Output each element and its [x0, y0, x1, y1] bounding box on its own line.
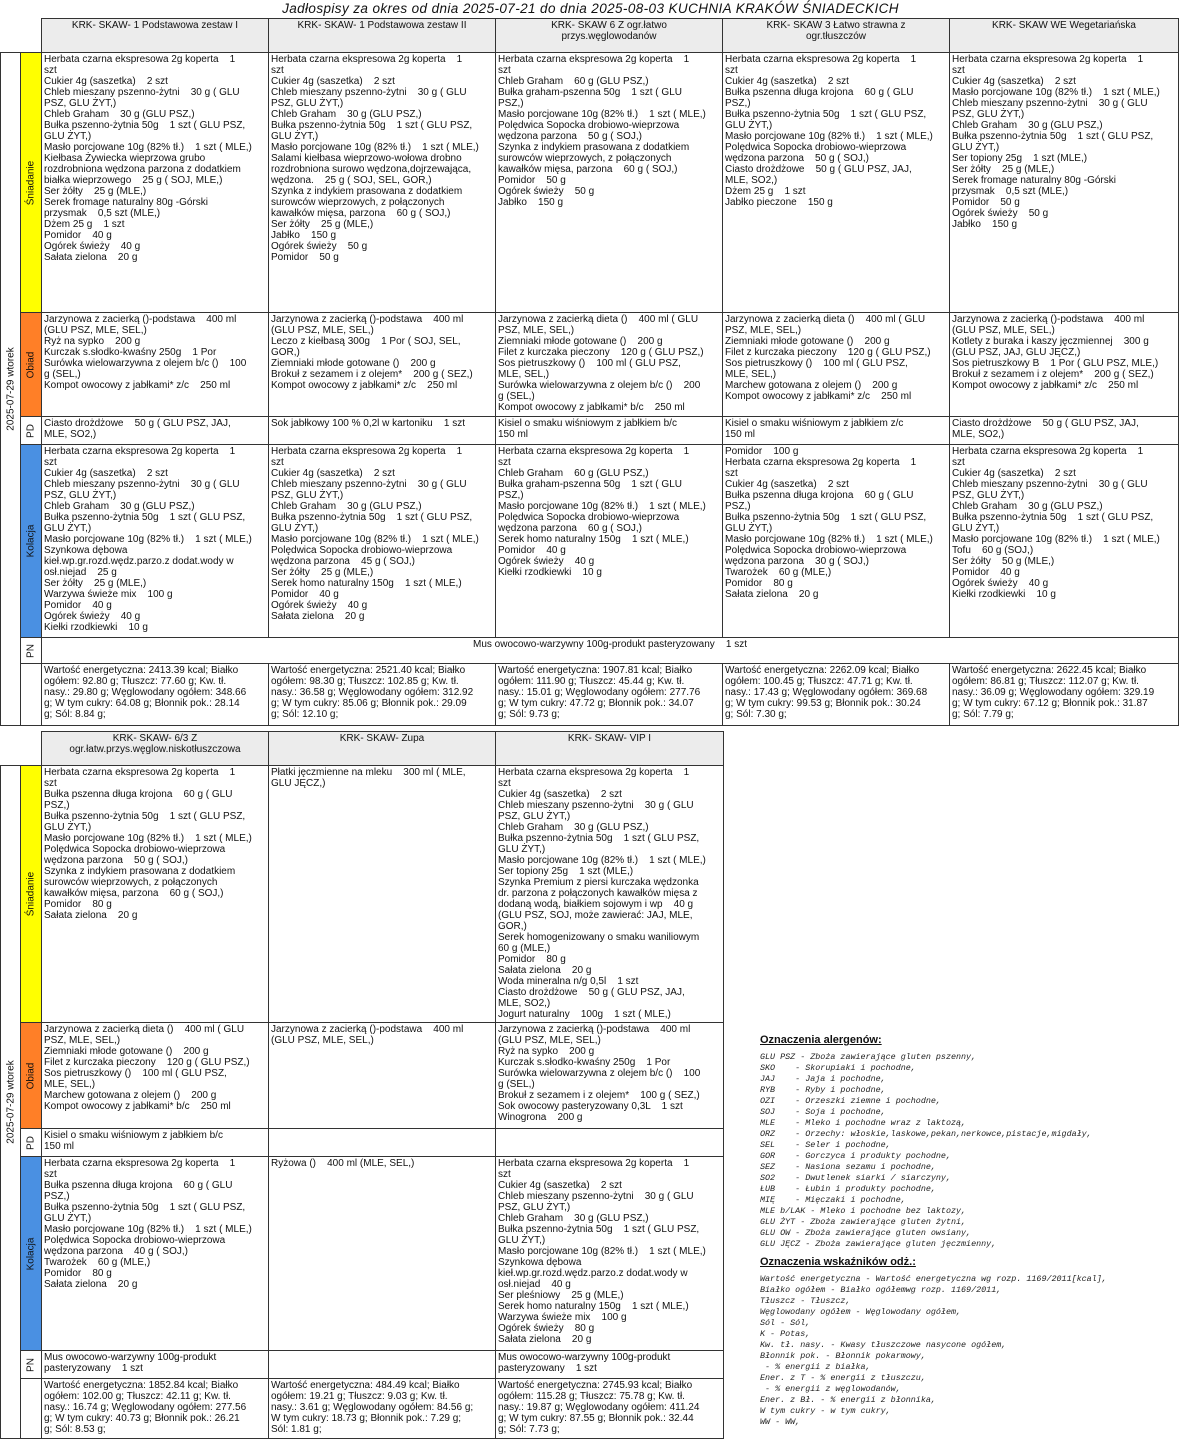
- page-title: Jadłospisy za okres od dnia 2025-07-21 do dnia 2025-08-03 KUCHNIA KRAKÓW ŚNIADECKICH: [282, 1, 899, 16]
- menu-cell: Herbata czarna ekspresowa 2g koperta 1 szt Cukier 4g (saszetka) 2 szt Chleb mieszany pszenno-żytni 30 g ( GLU PSZ, GLU ŻYT,) Chleb Graham 30 g (GLU PSZ,) Bułka pszenno-żytnia 50g 1 szt ( GLU PSZ, GLU ŻYT,) Masło porcjowane 10g (82% tł.) 1 szt ( MLE,) Salami kiełbasa wieprzowo-wołowa drobno rozdrobniona surowo wędzona,dojrzewająca, wędzona. 25 g ( SOJ, SEL, GOR,) Szynka z indykiem prasowana z dodatkiem surowców wieprzowych, z połączonych kawałków mięsa, parzona 60 g ( SOJ,) Ser żółty 25 g (MLE,) Jabłko 150 g Ogórek świeży 50 g Pomidor 50 g: [269, 53, 496, 313]
- diet-header: KRK- SKAW- 1 Podstawowa zestaw II: [269, 19, 496, 53]
- meal-label-sniadanie: Śniadanie: [21, 766, 42, 1023]
- menu-cell: [269, 1129, 496, 1157]
- nutrition-summary: Wartość energetyczna: 2745.93 kcal; Białko ogółem: 115.28 g; Tłuszcz: 75.78 g; Kw. tł. nasy.: 19.87 g; Węglowodany ogółem: 411.24 g; W tym cukry: 87.55 g; Błonnik pok.: 32.44 g; Sól: 7.73 g;: [496, 1379, 724, 1439]
- meal-label-pd: PD: [21, 417, 42, 445]
- diet-header: KRK- SKAW- 1 Podstawowa zestaw I: [42, 19, 269, 53]
- menu-cell-pn: Mus owocowo-warzywny 100g-produkt pasteryzowany 1 szt: [42, 638, 1179, 664]
- menu-cell: Herbata czarna ekspresowa 2g koperta 1 szt Cukier 4g (saszetka) 2 szt Chleb mieszany pszenno-żytni 30 g ( GLU PSZ, GLU ŻYT,) Chleb Graham 30 g (GLU PSZ,) Bułka pszenno-żytnia 50g 1 szt ( GLU PSZ, GLU ŻYT,) Masło porcjowane 10g (82% tł.) 1 szt ( MLE,) Kiełbasa Żywiecka wieprzowa grubo rozdrobniona wędzona parzona z dodatkiem białka wieprzowego 25 g ( SOJ, MLE,) Ser żółty 25 g (MLE,) Serek fromage naturalny 80g -Górski przysmak 0,5 szt (MLE,) Dżem 25 g 1 szt Pomidor 40 g Ogórek świeży 40 g Sałata zielona 20 g: [42, 53, 269, 313]
- diet-header: KRK- SKAW 6 Z ogr.łatwo przys.węglowodanów: [496, 19, 723, 53]
- menu-cell: Herbata czarna ekspresowa 2g koperta 1 szt Chleb Graham 60 g (GLU PSZ,) Bułka graham-pszenna 50g 1 szt ( GLU PSZ,) Masło porcjowane 10g (82% tł.) 1 szt ( MLE,) Polędwica Sopocka drobiowo-wieprzowa wędzona parzona 50 g ( SOJ,) Szynka z indykiem prasowana z dodatkiem surowców wieprzowych, z połączonych kawałków mięsa, parzona 60 g ( SOJ,) Pomidor 50 g Ogórek świeży 50 g Jabłko 150 g: [496, 53, 723, 313]
- menu-cell: Kisiel o smaku wiśniowym z jabłkiem b/c 150 ml: [42, 1129, 269, 1157]
- legend: [760, 1034, 1180, 1428]
- menu-table-2: [0, 731, 724, 1439]
- menu-cell: Kisiel o smaku wiśniowym z jabłkiem b/c 150 ml: [496, 417, 723, 445]
- menu-cell: [269, 1351, 496, 1379]
- menu-cell: Herbata czarna ekspresowa 2g koperta 1 szt Chleb Graham 60 g (GLU PSZ,) Bułka graham-pszenna 50g 1 szt ( GLU PSZ,) Masło porcjowane 10g (82% tł.) 1 szt ( MLE,) Polędwica Sopocka drobiowo-wieprzowa wędzona parzona 60 g ( SOJ,) Serek homo naturalny 150g 1 szt ( MLE,) Pomidor 40 g Ogórek świeży 40 g Kiełki rzodkiewki 10 g: [496, 445, 723, 638]
- menu-cell: Herbata czarna ekspresowa 2g koperta 1 szt Cukier 4g (saszetka) 2 szt Chleb mieszany pszenno-żytni 30 g ( GLU PSZ, GLU ŻYT,) Chleb Graham 30 g (GLU PSZ,) Bułka pszenno-żytnia 50g 1 szt ( GLU PSZ, GLU ŻYT,) Masło porcjowane 10g (82% tł.) 1 szt ( MLE,) Szynkowa dębowa kieł.wp.gr.rozd.wędz.parzo.z dodat.wody w osł.niejad 40 g Ser pleśniowy 25 g (MLE,) Serek homo naturalny 150g 1 szt ( MLE,) Warzywa świeże mix 100 g Ogórek świeży 80 g Sałata zielona 20 g: [496, 1157, 724, 1351]
- nutrition-summary: Wartość energetyczna: 1907.81 kcal; Białko ogółem: 111.90 g; Tłuszcz: 45.44 g; Kw. tł. nasy.: 15.01 g; Węglowodany ogółem: 277.76 g; W tym cukry: 47.72 g; Błonnik pok.: 34.07 g; Sól: 9.73 g;: [496, 664, 723, 726]
- menu-cell: Jarzynowa z zacierką ()-podstawa 400 ml (GLU PSZ, MLE, SEL,) Ryż na sypko 200 g Kurczak s.słodko-kwaśny 250g 1 Por Surówka wielowarzywna z olejem b/c () 100 g (SEL,) Kompot owocowy z jabłkami* z/c 250 ml: [42, 313, 269, 417]
- meal-label-pn: PN: [21, 638, 42, 664]
- menu-cell: Jarzynowa z zacierką ()-podstawa 400 ml (GLU PSZ, MLE, SEL,): [269, 1023, 496, 1129]
- meal-label-kolacja: Kolacja: [21, 445, 42, 638]
- menu-cell: Herbata czarna ekspresowa 2g koperta 1 szt Bułka pszenna długa krojona 60 g ( GLU PSZ,) Bułka pszenno-żytnia 50g 1 szt ( GLU PSZ, GLU ŻYT,) Masło porcjowane 10g (82% tł.) 1 szt ( MLE,) Polędwica Sopocka drobiowo-wieprzowa wędzona parzona 40 g ( SOJ,) Twarożek 60 g (MLE,) Pomidor 80 g Sałata zielona 20 g: [42, 1157, 269, 1351]
- menu-cell: Mus owocowo-warzywny 100g-produkt pasteryzowany 1 szt: [496, 1351, 724, 1379]
- menu-cell: Jarzynowa z zacierką ()-podstawa 400 ml (GLU PSZ, MLE, SEL,) Ryż na sypko 200 g Kurczak s.słodko-kwaśny 250g 1 Por Surówka wielowarzywna z olejem b/c () 100 g (SEL,) Brokuł z sezamem i z olejem* 100 g ( SEZ,) Sok owocowy pasteryzowany 0,3L 1 szt Winogrona 200 g: [496, 1023, 724, 1129]
- menu-cell: Herbata czarna ekspresowa 2g koperta 1 szt Bułka pszenna długa krojona 60 g ( GLU PSZ,) Bułka pszenno-żytnia 50g 1 szt ( GLU PSZ, GLU ŻYT,) Masło porcjowane 10g (82% tł.) 1 szt ( MLE,) Polędwica Sopocka drobiowo-wieprzowa wędzona parzona 50 g ( SOJ,) Szynka z indykiem prasowana z dodatkiem surowców wieprzowych, z połączonych kawałków mięsa, parzona 60 g ( SOJ,) Pomidor 80 g Sałata zielona 20 g: [42, 766, 269, 1023]
- meal-label-kolacja: Kolacja: [21, 1157, 42, 1351]
- menu-cell: Herbata czarna ekspresowa 2g koperta 1 szt Cukier 4g (saszetka) 2 szt Bułka pszenna długa krojona 60 g ( GLU PSZ,) Bułka pszenno-żytnia 50g 1 szt ( GLU PSZ, GLU ŻYT,) Masło porcjowane 10g (82% tł.) 1 szt ( MLE,) Polędwica Sopocka drobiowo-wieprzowa wędzona parzona 50 g ( SOJ,) Ciasto drożdżowe 50 g ( GLU PSZ, JAJ, MLE, SO2,) Dżem 25 g 1 szt Jabłko pieczone 150 g: [723, 53, 950, 313]
- menu-cell: Jarzynowa z zacierką ()-podstawa 400 ml (GLU PSZ, MLE, SEL,) Kotlety z buraka i kaszy jęczmiennej 300 g (GLU PSZ, JAJ, GLU JĘCZ,) Sos pietruszkowy B 1 Por ( GLU PSZ, MLE,) Brokuł z sezamem i z olejem* 200 g ( SEZ,) Kompot owocowy z jabłkami* z/c 250 ml: [950, 313, 1179, 417]
- menu-cell: Jarzynowa z zacierką ()-podstawa 400 ml (GLU PSZ, MLE, SEL,) Leczo z kiełbasą 300g 1 Por ( SOJ, SEL, GOR,) Ziemniaki młode gotowane () 200 g Brokuł z sezamem i z olejem* 200 g ( SEZ,) Kompot owocowy z jabłkami* z/c 250 ml: [269, 313, 496, 417]
- menu-cell: Jarzynowa z zacierką dieta () 400 ml ( GLU PSZ, MLE, SEL,) Ziemniaki młode gotowane () 200 g Filet z kurczaka pieczony 120 g ( GLU PSZ,) Sos pietruszkowy () 100 ml ( GLU PSZ, MLE, SEL,) Surówka wielowarzywna z olejem b/c () 200 g (SEL,) Kompot owocowy z jabłkami* b/c 250 ml: [496, 313, 723, 417]
- meal-label-obiad: Obiad: [21, 1023, 42, 1129]
- meal-label-pd: PD: [21, 1129, 42, 1157]
- menu-cell: Mus owocowo-warzywny 100g-produkt pasteryzowany 1 szt: [42, 1351, 269, 1379]
- menu-cell: Sok jabłkowy 100 % 0,2l w kartoniku 1 szt: [269, 417, 496, 445]
- menu-table-1: [0, 18, 1179, 726]
- diet-header: KRK- SKAW- 6/3 Z ogr.łatw.przys.węglow.niskotłuszczowa: [42, 732, 269, 766]
- allergens-legend-title: Oznaczenia alergenów:: [760, 1034, 882, 1046]
- menu-cell: Herbata czarna ekspresowa 2g koperta 1 szt Cukier 4g (saszetka) 2 szt Chleb mieszany pszenno-żytni 30 g ( GLU PSZ, GLU ŻYT,) Chleb Graham 30 g (GLU PSZ,) Bułka pszenno-żytnia 50g 1 szt ( GLU PSZ, GLU ŻYT,) Masło porcjowane 10g (82% tł.) 1 szt ( MLE,) Tofu 60 g (SOJ,) Ser żółty 50 g (MLE,) Pomidor 40 g Ogórek świeży 40 g Kiełki rzodkiewki 10 g: [950, 445, 1179, 638]
- nutrition-summary: Wartość energetyczna: 2413.39 kcal; Białko ogółem: 92.80 g; Tłuszcz: 77.60 g; Kw. tł. nasy.: 29.80 g; Węglowodany ogółem: 348.66 g; W tym cukry: 64.08 g; Błonnik pok.: 28.14 g; Sól: 8.84 g;: [42, 664, 269, 726]
- menu-cell: Jarzynowa z zacierką dieta () 400 ml ( GLU PSZ, MLE, SEL,) Ziemniaki młode gotowane () 200 g Filet z kurczaka pieczony 120 g ( GLU PSZ,) Sos pietruszkowy () 100 ml ( GLU PSZ, MLE, SEL,) Marchew gotowana z olejem () 200 g Kompot owocowy z jabłkami* z/c 250 ml: [723, 313, 950, 417]
- diet-header: KRK- SKAW WE Wegetariańska: [950, 19, 1179, 53]
- menu-cell: [496, 1129, 724, 1157]
- menu-cell: Herbata czarna ekspresowa 2g koperta 1 szt Cukier 4g (saszetka) 2 szt Masło porcjowane 10g (82% tł.) 1 szt ( MLE,) Chleb mieszany pszenno-żytni 30 g ( GLU PSZ, GLU ŻYT,) Chleb Graham 30 g (GLU PSZ,) Bułka pszenno-żytnia 50g 1 szt ( GLU PSZ, GLU ŻYT,) Ser topiony 25g 1 szt (MLE,) Ser żółty 25 g (MLE,) Serek fromage naturalny 80g -Górski przysmak 0,5 szt (MLE,) Pomidor 50 g Ogórek świeży 50 g Jabłko 150 g: [950, 53, 1179, 313]
- menu-cell: Herbata czarna ekspresowa 2g koperta 1 szt Cukier 4g (saszetka) 2 szt Chleb mieszany pszenno-żytni 30 g ( GLU PSZ, GLU ŻYT,) Chleb Graham 30 g (GLU PSZ,) Bułka pszenno-żytnia 50g 1 szt ( GLU PSZ, GLU ŻYT,) Masło porcjowane 10g (82% tł.) 1 szt ( MLE,) Szynkowa dębowa kieł.wp.gr.rozd.wędz.parzo.z dodat.wody w osł.niejad 25 g Ser żółty 25 g (MLE,) Warzywa świeże mix 100 g Pomidor 40 g Ogórek świeży 40 g Kiełki rzodkiewki 10 g: [42, 445, 269, 638]
- diet-header: KRK- SKAW- Zupa: [269, 732, 496, 766]
- meal-label-sniadanie: Śniadanie: [21, 53, 42, 313]
- nutrition-summary: Wartość energetyczna: 2622.45 kcal; Białko ogółem: 86.81 g; Tłuszcz: 112.07 g; Kw. tł. nasy.: 36.09 g; Węglowodany ogółem: 329.19 g; W tym cukry: 67.12 g; Błonnik pok.: 31.87 g; Sól: 7.79 g;: [950, 664, 1179, 726]
- menu-cell: Ciasto drożdżowe 50 g ( GLU PSZ, JAJ, MLE, SO2,): [950, 417, 1179, 445]
- indicators-legend: Wartość energetyczna - Wartość energetyczna wg rozp. 1169/2011[kcal], Białko ogółem - Białko ogółemwg rozp. 1169/2011, Tłuszcz - Tłuszcz, Węglowodany ogółem - Węglowodany ogółem, Sól - Sól, K - Potas, Kw. tł. nasy. - Kwasy tłuszczowe nasycone ogółem, Błonnik pok. - Błonnik pokarmowy, - % energii z białka, Ener. z T - % energii z tłuszczu, - % energii z węglowodanów, Ener. z Bł. - % energii z błonnika, W tym cukry - w tym cukry, WW - WW,: [760, 1274, 1107, 1427]
- meal-label-pn: PN: [21, 1351, 42, 1379]
- meal-label-obiad: Obiad: [21, 313, 42, 417]
- indicators-legend-title: Oznaczenia wskaźników odż.:: [760, 1256, 916, 1268]
- date-cell: [1, 766, 21, 1439]
- nutrition-summary: Wartość energetyczna: 484.49 kcal; Białko ogółem: 19.21 g; Tłuszcz: 9.03 g; Kw. tł. nasy.: 3.61 g; Węglowodany ogółem: 84.56 g; W tym cukry: 18.73 g; Błonnik pok.: 7.29 g; Sól: 1.81 g;: [269, 1379, 496, 1439]
- menu-cell: Płatki jęczmienne na mleku 300 ml ( MLE, GLU JĘCZ,): [269, 766, 496, 1023]
- date-label: 2025-07-29 wtorek: [5, 1060, 16, 1144]
- nutrition-summary: Wartość energetyczna: 2521.40 kcal; Białko ogółem: 98.30 g; Tłuszcz: 102.85 g; Kw. tł. nasy.: 36.58 g; Węglowodany ogółem: 312.92 g; W tym cukry: 85.06 g; Błonnik pok.: 29.09 g; Sól: 12.10 g;: [269, 664, 496, 726]
- nutrition-summary: Wartość energetyczna: 2262.09 kcal; Białko ogółem: 100.45 g; Tłuszcz: 47.71 g; Kw. tł. nasy.: 17.43 g; Węglowodany ogółem: 369.68 g; W tym cukry: 99.53 g; Błonnik pok.: 30.24 g; Sól: 7.30 g;: [723, 664, 950, 726]
- diet-header: KRK- SKAW- VIP I: [496, 732, 724, 766]
- diet-header: KRK- SKAW 3 Łatwo strawna z ogr.tłuszczów: [723, 19, 950, 53]
- menu-cell: Kisiel o smaku wiśniowym z jabłkiem z/c 150 ml: [723, 417, 950, 445]
- menu-cell: Jarzynowa z zacierką dieta () 400 ml ( GLU PSZ, MLE, SEL,) Ziemniaki młode gotowane () 200 g Filet z kurczaka pieczony 120 g ( GLU PSZ,) Sos pietruszkowy () 100 ml ( GLU PSZ, MLE, SEL,) Marchew gotowana z olejem () 200 g Kompot owocowy z jabłkami* b/c 250 ml: [42, 1023, 269, 1129]
- date-label: 2025-07-29 wtorek: [5, 347, 16, 431]
- nutrition-summary: Wartość energetyczna: 1852.84 kcal; Białko ogółem: 102.00 g; Tłuszcz: 42.11 g; Kw. tł. nasy.: 16.74 g; Węglowodany ogółem: 277.56 g; W tym cukry: 40.73 g; Błonnik pok.: 26.21 g; Sól: 8.53 g;: [42, 1379, 269, 1439]
- menu-cell: Ciasto drożdżowe 50 g ( GLU PSZ, JAJ, MLE, SO2,): [42, 417, 269, 445]
- menu-cell: Pomidor 100 g Herbata czarna ekspresowa 2g koperta 1 szt Cukier 4g (saszetka) 2 szt Bułka pszenna długa krojona 60 g ( GLU PSZ,) Bułka pszenno-żytnia 50g 1 szt ( GLU PSZ, GLU ŻYT,) Masło porcjowane 10g (82% tł.) 1 szt ( MLE,) Polędwica Sopocka drobiowo-wieprzowa wędzona parzona 30 g ( SOJ,) Twarożek 60 g (MLE,) Pomidor 80 g Sałata zielona 20 g: [723, 445, 950, 638]
- allergens-legend: GLU PSZ - Zboża zawierające gluten pszenny, SKO - Skorupiaki i pochodne, JAJ - Jaja i pochodne, RYB - Ryby i pochodne, OZI - Orzeszki ziemne i pochodne, SOJ - Soja i pochodne, MLE - Mleko i pochodne wraz z laktozą, ORZ - Orzechy: włoskie,laskowe,pekan,nerkowce,pistacje,migdały, SEL - Seler i pochodne, GOR - Gorczyca i produkty pochodne, SEZ - Nasiona sezamu i pochodne, SO2 - Dwutlenek siarki / siarczyny, ŁUB - Łubin i produkty pochodne, MIĘ - Mięczaki i pochodne, MLE b/LAK - Mleko i pochodne bez laktozy, GLU ŻYT - Zboża zawierające gluten żytni, GLU OW - Zboża zawierające gluten owsiany, GLU JĘCZ - Zboża zawierające gluten jęczmienny,: [760, 1052, 1092, 1249]
- menu-cell: Herbata czarna ekspresowa 2g koperta 1 szt Cukier 4g (saszetka) 2 szt Chleb mieszany pszenno-żytni 30 g ( GLU PSZ, GLU ŻYT,) Chleb Graham 30 g (GLU PSZ,) Bułka pszenno-żytnia 50g 1 szt ( GLU PSZ, GLU ŻYT,) Masło porcjowane 10g (82% tł.) 1 szt ( MLE,) Polędwica Sopocka drobiowo-wieprzowa wędzona parzona 45 g ( SOJ,) Ser żółty 25 g (MLE,) Serek homo naturalny 150g 1 szt ( MLE,) Pomidor 40 g Ogórek świeży 40 g Sałata zielona 20 g: [269, 445, 496, 638]
- menu-cell: Ryżowa () 400 ml (MLE, SEL,): [269, 1157, 496, 1351]
- date-cell: [1, 53, 21, 726]
- menu-cell: Herbata czarna ekspresowa 2g koperta 1 szt Cukier 4g (saszetka) 2 szt Chleb mieszany pszenno-żytni 30 g ( GLU PSZ, GLU ŻYT,) Chleb Graham 30 g (GLU PSZ,) Bułka pszenno-żytnia 50g 1 szt ( GLU PSZ, GLU ŻYT,) Masło porcjowane 10g (82% tł.) 1 szt ( MLE,) Ser topiony 25g 1 szt (MLE,) Szynka Premium z piersi kurczaka wędzonka dr. parzona z połączonych kawałków mięsa z dodaną wodą, białkiem sojowym i wp 40 g (GLU PSZ, SOJ, może zawierać: JAJ, MLE, GOR,) Serek homogenizowany o smaku waniliowym 60 g (MLE,) Pomidor 80 g Sałata zielona 20 g Woda mineralna n/g 0,5l 1 szt Ciasto drożdżowe 50 g ( GLU PSZ, JAJ, MLE, SO2,) Jogurt naturalny 100g 1 szt ( MLE,): [496, 766, 724, 1023]
